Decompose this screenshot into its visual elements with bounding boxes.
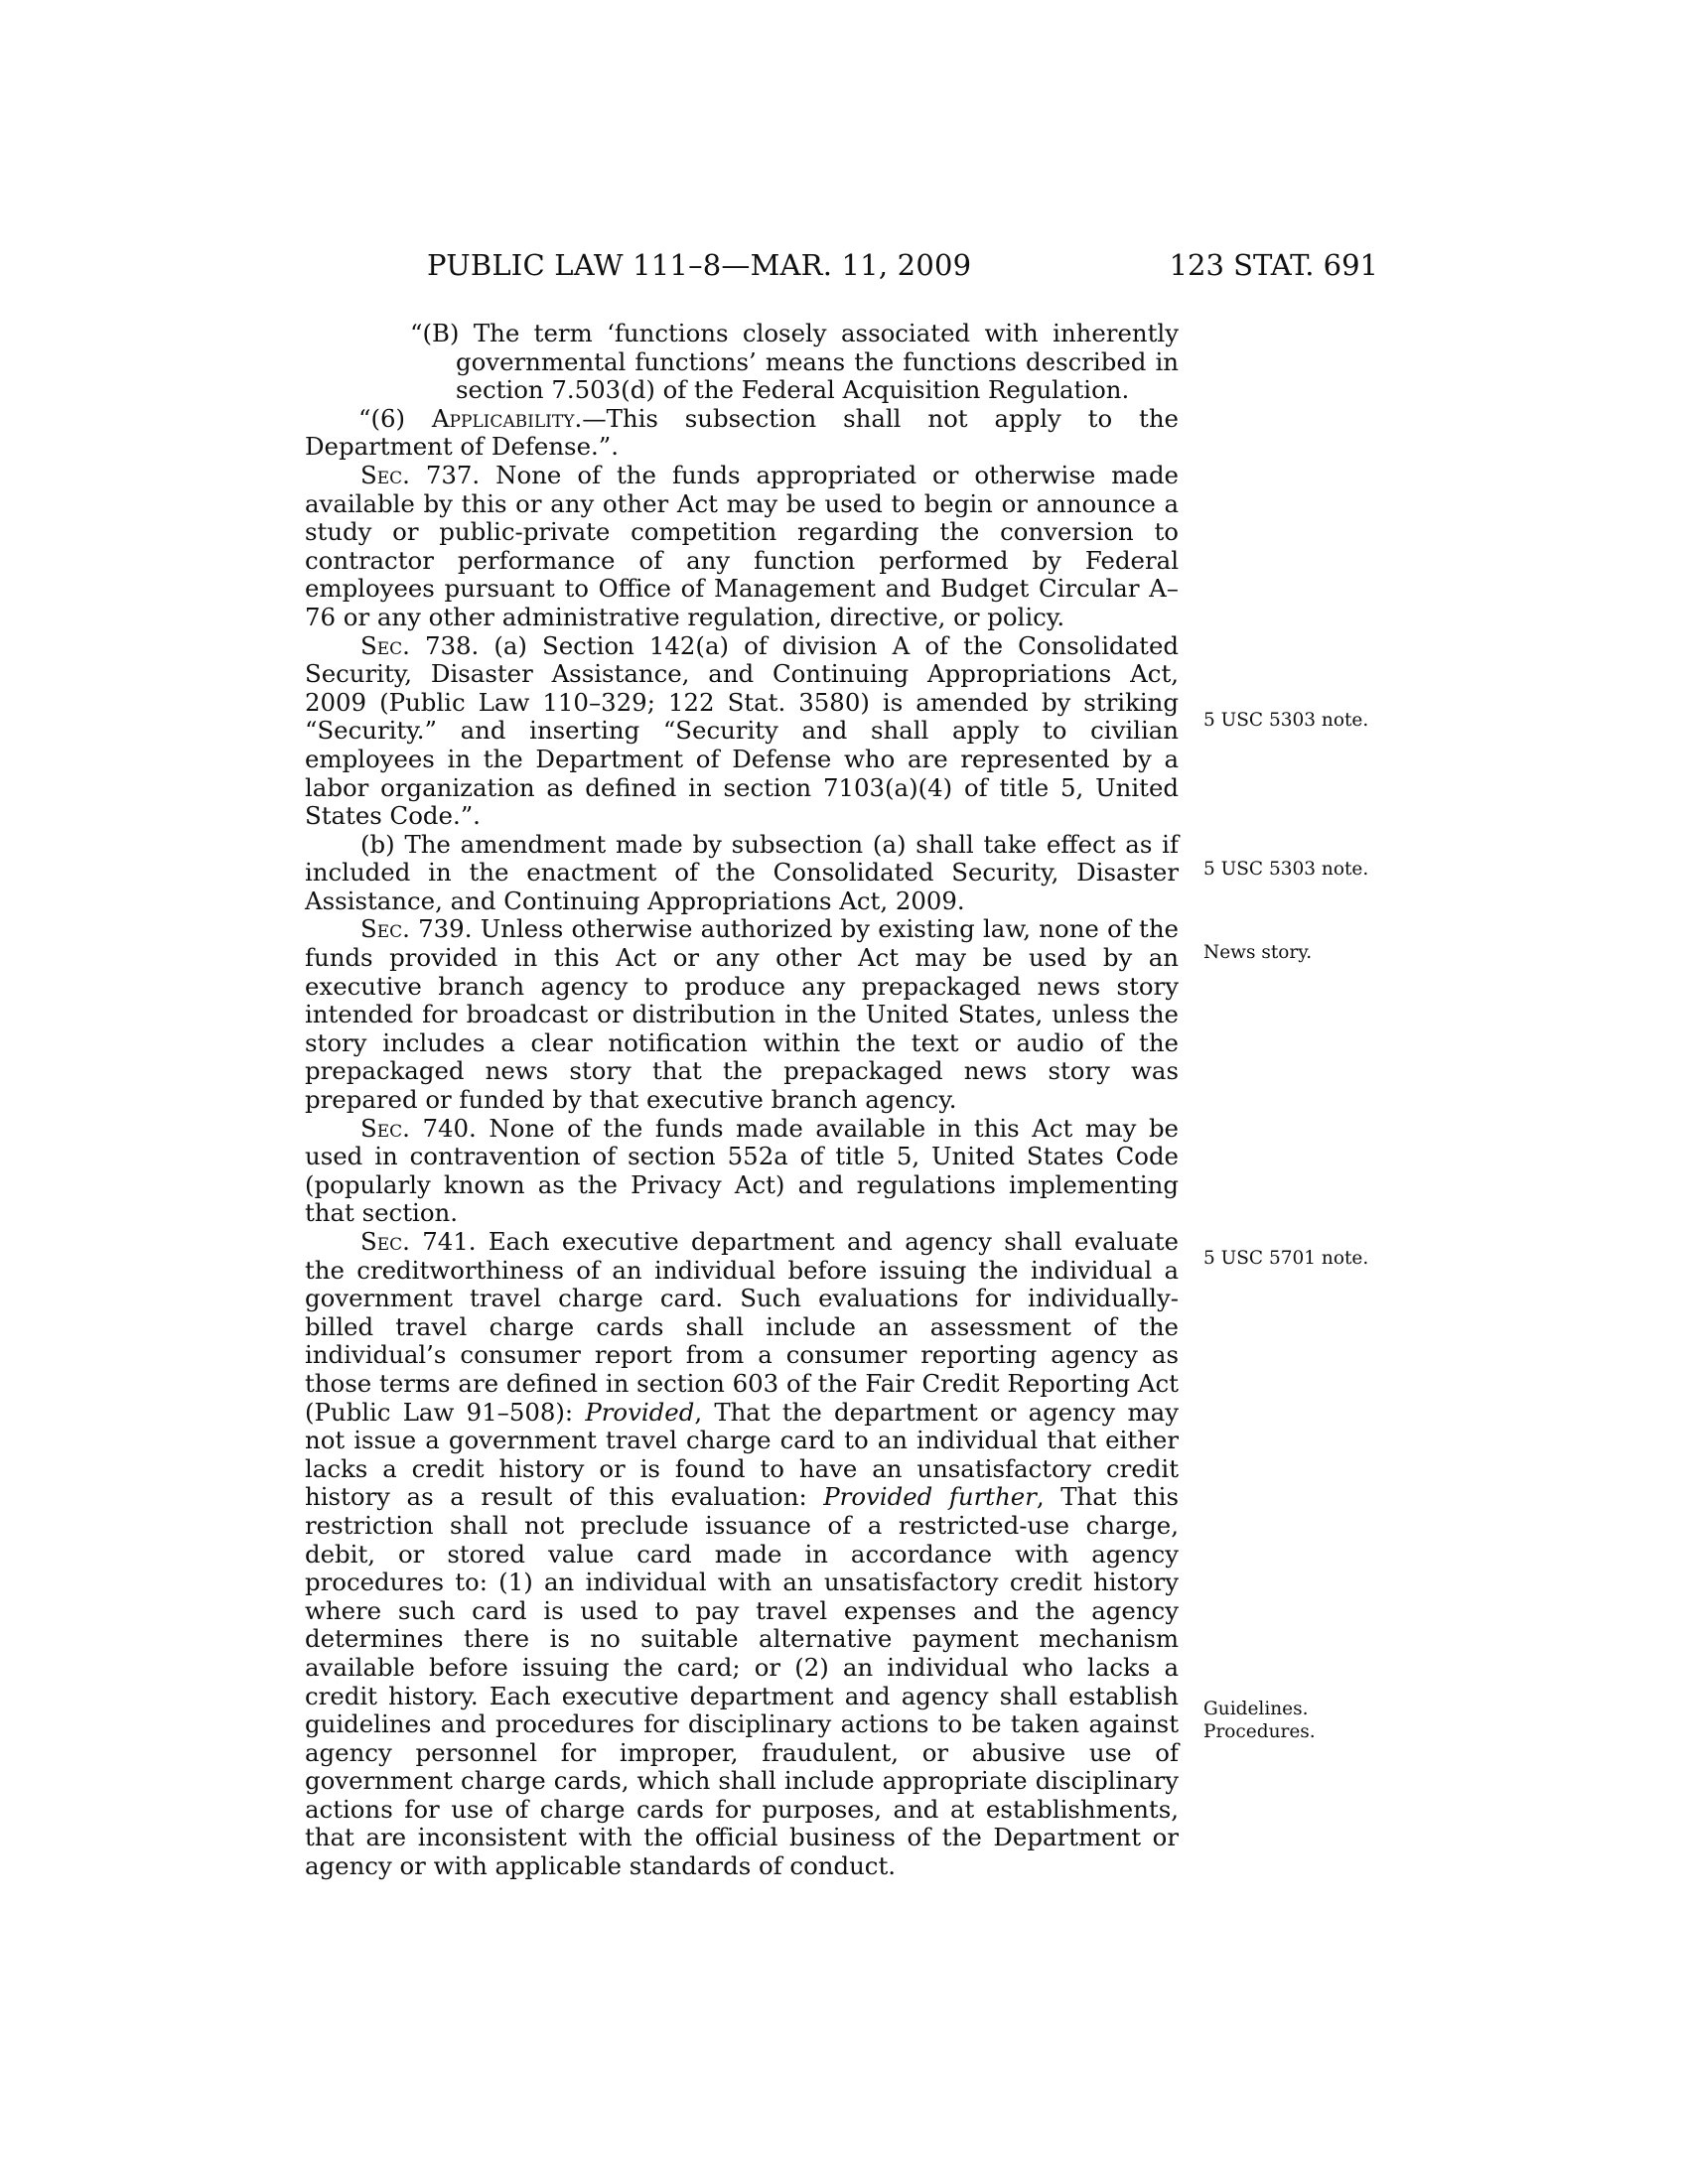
proviso-provided: Provided — [585, 1397, 695, 1427]
sec-label: Sec — [360, 1227, 403, 1256]
margin-note-news-story: News story. — [1203, 942, 1313, 963]
statute-text — [305, 320, 1179, 1881]
section-738 — [305, 632, 1179, 831]
section-738-b: (b) The amendment made by subsection (a) shall take effect as if included in the enactment of the Consolidated Security, Disaster Assistance, and Continuing Appropriations Act, 2009. — [305, 829, 1179, 915]
section-740-text: . 740. None of the funds made available in this Act may be used in contravention of section 552a of title 5, United States Code (popularly known as the Privacy Act) and regulations implementing that section. — [305, 1113, 1179, 1228]
section-738-text: . 738. (a) Section 142(a) of division A of the Consolidated Security, Disaster Assistance, and Continuing Appropriations Act, 2009 (Public Law 110–329; 122 Stat. 3580) is amended by striking “Security.” and inserting “Security and shall apply to civilian employees in the Department of Defense who are represented by a labor organization as defined in section 7103(a)(4) of title 5, United States Code.”. — [305, 630, 1179, 831]
section-739-text: . 739. Unless otherwise authorized by existing law, none of the funds provided in this Act or any other Act may be used by an executive branch agency to produce any prepackaged news story intended for broadcast or distribution in the United States, unless the story includes a clear notification within the text or audio of the prepackaged news story that the prepackaged news story was prepared or funded by that executive branch agency. — [305, 914, 1179, 1115]
section-741-text-c: , That this restriction shall not preclude issuance of a restricted-use charge, debit, or stored value card made in accordance with agency procedures to: (1) an individual with an unsatisfactory credit history where such card is used to pay travel expenses and the agency determines there is no suitable alternative payment mechanism available before issuing the card; or (2) an individual who lacks a credit history. Each executive department and agency shall establish guidelines and procedures for disciplinary actions to be taken against agency personnel for improper, fraudulent, or abusive use of government charge cards, which shall include appropriate disciplinary actions for use of charge cards for purposes, and at establishments, that are inconsistent with the official business of the Department or agency or with applicable standards of conduct. — [305, 1482, 1179, 1881]
section-741 — [305, 1228, 1179, 1881]
applicability-heading: Applicability — [431, 403, 575, 433]
section-740 — [305, 1115, 1179, 1228]
margin-note-procedures: Procedures. — [1203, 1721, 1316, 1742]
running-header — [427, 248, 1378, 288]
margin-note-usc-5701: 5 USC 5701 note. — [1203, 1248, 1369, 1269]
applicability-text: .—This subsection shall not apply to the Department of Defense.”. — [305, 403, 1179, 462]
margin-note-usc-5303: 5 USC 5303 note. — [1203, 859, 1369, 880]
section-737-text: . 737. None of the funds appropriated or otherwise made available by this or any other Act may be used to begin or announce a study or public-private competition regarding the conversion to contractor performance of any function performed by Federal employees pursuant to Office of Management and Budget Circular A–76 or any other administrative regulation, directive, or policy. — [305, 460, 1179, 631]
margin-note-usc-5303: 5 USC 5303 note. — [1203, 710, 1369, 731]
sec-label: Sec — [360, 460, 403, 489]
paragraph-b-definition: “(B) The term ‘functions closely associated with inherently governmental functions’ means the functions described in section 7.503(d) of the Federal Acquisition Regulation. — [410, 319, 1179, 405]
sec-label: Sec — [360, 914, 403, 944]
margin-note-guidelines: Guidelines. — [1203, 1699, 1309, 1719]
section-741-text-b: , That the department or agency may not issue a government travel charge card to an individual that either lacks a credit history or is found to have an unsatisfactory credit history as a result of this evaluation: — [305, 1397, 1179, 1512]
applicability-prefix: “(6) — [358, 403, 432, 433]
sec-label: Sec — [360, 630, 403, 660]
section-737 — [305, 462, 1179, 632]
sec-label: Sec — [360, 1113, 403, 1143]
header-title: PUBLIC LAW 111–8—MAR. 11, 2009 — [427, 248, 972, 282]
section-739 — [305, 915, 1179, 1114]
page-stat-number: 123 STAT. 691 — [1169, 248, 1378, 282]
proviso-provided-further: Provided further — [823, 1482, 1037, 1512]
paragraph-applicability — [305, 405, 1179, 462]
section-741-text-a: . 741. Each executive department and agency shall evaluate the creditworthiness of an individual before issuing the individual a government travel charge card. Such evaluations for individually-billed travel charge cards shall include an assessment of the individual’s consumer report from a consumer reporting agency as those terms are defined in section 603 of the Fair Credit Reporting Act (Public Law 91–508): — [305, 1227, 1179, 1427]
